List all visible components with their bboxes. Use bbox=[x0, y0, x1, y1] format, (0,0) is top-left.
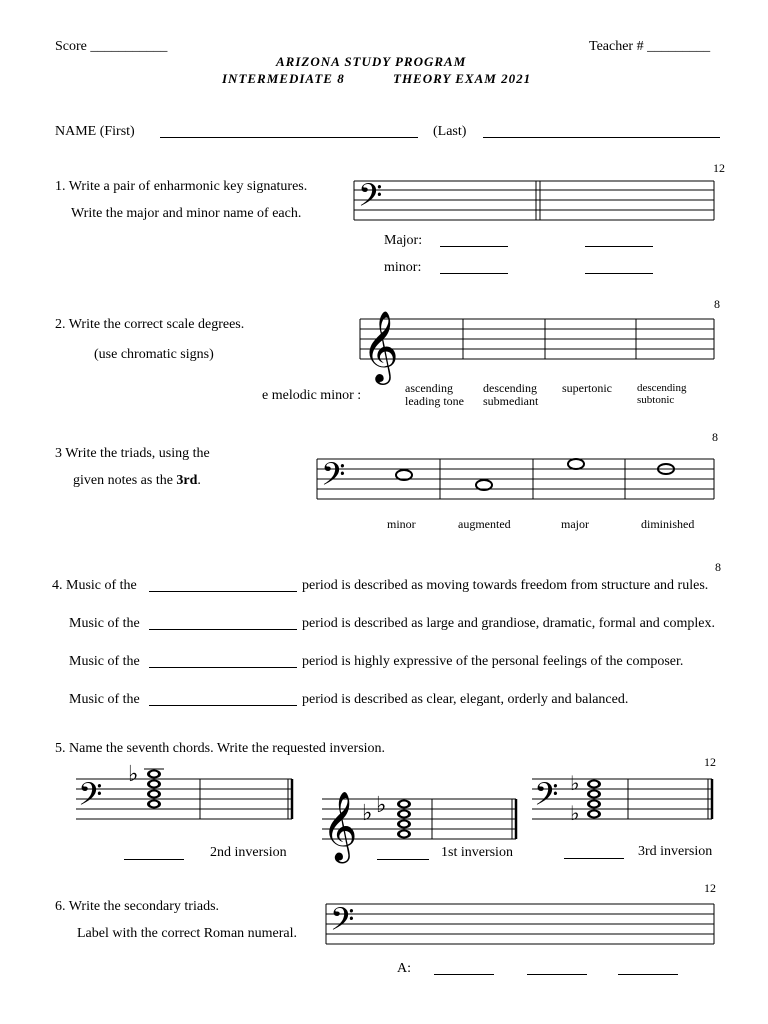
q2-treble-clef-icon: 𝄞 bbox=[362, 309, 399, 382]
q2-points: 8 bbox=[714, 297, 720, 311]
q2-staff bbox=[360, 319, 714, 359]
q5-instruction: 5. Name the seventh chords. Write the requested inversion. bbox=[55, 741, 386, 756]
q4-line-4-suffix: period is described as clear, elegant, orderly and balanced. bbox=[302, 692, 629, 707]
q5-chord-name-2[interactable] bbox=[377, 859, 429, 860]
q2-label-4a: descending bbox=[637, 382, 687, 394]
q2-scale-label: e melodic minor : bbox=[262, 388, 362, 403]
q6-numeral-2[interactable] bbox=[527, 974, 587, 975]
q4-answer-1[interactable] bbox=[149, 591, 297, 592]
q3-label-3: major bbox=[561, 517, 589, 531]
q5-treble-clef-icon: 𝄞 bbox=[322, 791, 358, 861]
q4-line-1-prefix: 4. Music of the bbox=[52, 578, 137, 593]
q5-inversion-3: 3rd inversion bbox=[638, 844, 713, 859]
q6-numeral-3[interactable] bbox=[618, 974, 678, 975]
q1-major-label: Major: bbox=[384, 233, 423, 248]
q4-line-3-prefix: Music of the bbox=[69, 654, 140, 669]
q6-instruction-1: 6. Write the secondary triads. bbox=[55, 899, 220, 914]
q3-instruction-2: given notes as the 3rd. bbox=[73, 473, 201, 488]
q5-chord-name-1[interactable] bbox=[124, 859, 184, 860]
q6-key-label: A: bbox=[397, 961, 411, 976]
q6-bass-clef-icon: 𝄢 bbox=[330, 901, 355, 945]
q5-chord-name-3[interactable] bbox=[564, 858, 624, 859]
q6-points: 12 bbox=[704, 881, 716, 895]
q4-answer-4[interactable] bbox=[149, 705, 297, 706]
q5-flat-icon-1: ♭ bbox=[128, 762, 139, 787]
q4-line-2-suffix: period is described as large and grandiose, dramatic, formal and complex. bbox=[302, 616, 715, 631]
q4-answer-3[interactable] bbox=[149, 667, 297, 668]
exam-title: ARIZONA STUDY PROGRAM bbox=[276, 54, 467, 69]
q4-line-2-prefix: Music of the bbox=[69, 616, 140, 631]
q6-instruction-2: Label with the correct Roman numeral. bbox=[77, 926, 298, 941]
q2-label-1b: leading tone bbox=[405, 394, 464, 408]
q3-points: 8 bbox=[712, 430, 718, 444]
q5-flat-icon-3b: ♭ bbox=[570, 801, 580, 825]
q1-instruction-2: Write the major and minor name of each. bbox=[71, 206, 302, 221]
q3-label-1: minor bbox=[387, 517, 416, 531]
q1-minor-label: minor: bbox=[384, 260, 422, 275]
q2-label-3a: supertonic bbox=[562, 381, 612, 395]
q4-line-3-suffix: period is highly expressive of the personal feelings of the composer. bbox=[302, 654, 684, 669]
q5-flat-icon-2b: ♭ bbox=[376, 793, 387, 818]
q5-bass-clef-icon-3: 𝄢 bbox=[534, 776, 559, 820]
q4-line-4-prefix: Music of the bbox=[69, 692, 140, 707]
q6-numeral-1[interactable] bbox=[434, 974, 494, 975]
q3-label-2: augmented bbox=[458, 517, 511, 531]
score-label: Score ___________ bbox=[55, 39, 168, 54]
q2-instruction-1: 2. Write the correct scale degrees. bbox=[55, 317, 245, 332]
q5-bass-clef-icon-1: 𝄢 bbox=[78, 776, 103, 820]
q3-note-3 bbox=[568, 459, 584, 469]
q5-inversion-1: 2nd inversion bbox=[210, 845, 287, 860]
q4-answer-2[interactable] bbox=[149, 629, 297, 630]
q1-instruction-1: 1. Write a pair of enharmonic key signatures. bbox=[55, 179, 308, 194]
q2-label-2a: descending bbox=[483, 381, 537, 395]
q5-staff-1 bbox=[76, 779, 292, 819]
q5-inversion-2: 1st inversion bbox=[441, 845, 513, 860]
q5-staff-3 bbox=[532, 779, 712, 819]
q5-flat-icon-2a: ♭ bbox=[362, 801, 373, 826]
exam-level: INTERMEDIATE 8 bbox=[222, 71, 345, 86]
q2-label-1a: ascending bbox=[405, 381, 453, 395]
q3-bass-clef-icon: 𝄢 bbox=[321, 456, 346, 500]
q2-instruction-2: (use chromatic signs) bbox=[94, 347, 214, 362]
q5-points: 12 bbox=[704, 755, 716, 769]
q4-points: 8 bbox=[715, 560, 721, 574]
exam-name: THEORY EXAM 2021 bbox=[393, 71, 532, 86]
q6-staff bbox=[326, 904, 714, 944]
q3-instruction-1: 3 Write the triads, using the bbox=[55, 446, 210, 461]
q3-label-4: diminished bbox=[641, 517, 695, 531]
last-name-label: (Last) bbox=[433, 124, 467, 139]
q2-label-4b: subtonic bbox=[637, 394, 675, 406]
q3-staff bbox=[317, 459, 714, 499]
q1-bass-clef-icon: 𝄢 bbox=[358, 177, 383, 221]
q4-line-1-suffix: period is described as moving towards freedom from structure and rules. bbox=[302, 578, 709, 593]
q5-flat-icon-3a: ♭ bbox=[570, 771, 580, 795]
q2-label-2b: submediant bbox=[483, 394, 539, 408]
first-name-label: NAME (First) bbox=[55, 124, 135, 139]
q3-notes bbox=[396, 459, 674, 490]
teacher-label: Teacher # _________ bbox=[589, 39, 711, 54]
q1-points: 12 bbox=[713, 161, 725, 175]
q1-staff bbox=[354, 181, 714, 220]
